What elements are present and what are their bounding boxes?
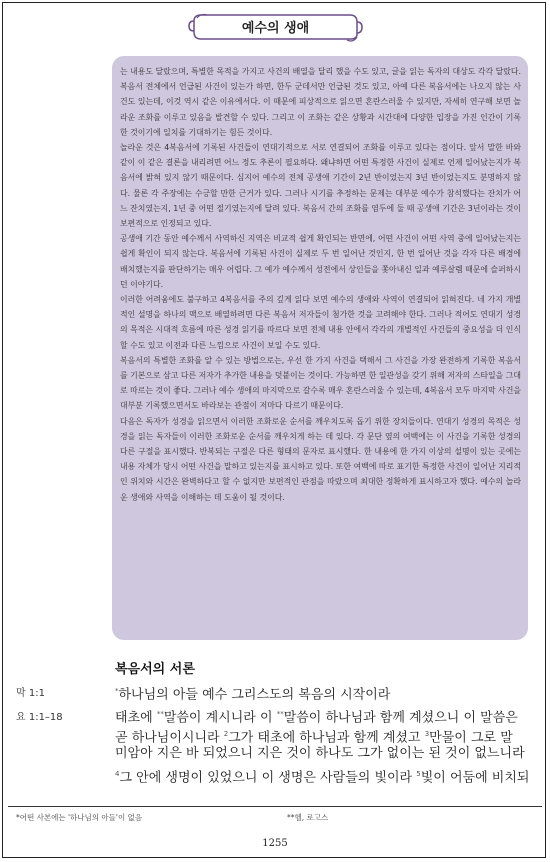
section-banner xyxy=(187,9,364,43)
verse-text: 그가 태초에 하나님과 함께 계셨고 xyxy=(228,730,425,746)
verse-text: 태초에 xyxy=(115,710,157,726)
verse-number: 3 xyxy=(424,730,430,738)
verse-number: 4 xyxy=(115,770,120,778)
footnote-left: *어떤 사본에는 '하나님의 아들'이 없음 xyxy=(16,813,143,822)
verse-text: 말씀이 하나님과 함께 계셨으니 이 말씀은 xyxy=(283,710,518,726)
verse-text: 곧 하나님이시니라 xyxy=(115,730,224,746)
footnote-marker: ** xyxy=(156,710,164,718)
essay-paragraph: 공생애 기간 동안 예수께서 사역하신 지역은 비교적 쉽게 확인되는 반면에, 어떤 사건이 어떤 사역 중에 일어났는지는 쉽게 확인이 되지 않는다. 복음서에 기록된 사건이 실제로 두 번 일어난 것인지, 한 번 일어난 것을 각자 다른 배경에 배치했는지를 판단하기는 매우 어렵다. 그 예가 예수께서 성전에서 상인들을 쫓아내신 일과 예루살렘 때문에 슬퍼하시던 이야기다. xyxy=(120,234,521,289)
essay-paragraph: 다음은 독자가 성경을 읽으면서 이러한 조화로운 순서를 깨우치도록 돕기 위한 장치들이다. 연대기 성경의 목적은 성경을 읽는 독자들이 이러한 조화로운 순서를 깨우치게 하는 데 있다. 각 문단 옆의 여백에는 이 사건을 기록한 성경의 다른 구절을 표시했다. 반복되는 구절은 다른 형태의 문자로 표시했다. 한 내용에 한 가지 이상의 설명이 있는 곳에는 내용 자체가 당시 어떤 사건을 말하고 있는지를 표시하고 있다. 또한 여백에 따로 표기한 특정한 사건이 일어난 지리적인 위치와 시간은 완벽하다고 할 수 없지만 보편적인 관점을 따랐으며 최대한 정확하게 표시하고자 했다. 예수의 놀라운 생애와 사역을 이해하는 데 도움이 될 것이다. xyxy=(120,416,521,502)
verse-text: 하나님의 아들 예수 그리스도의 복음의 시작이라 xyxy=(118,687,391,703)
verse-line xyxy=(115,764,529,788)
verse-number: 5 xyxy=(416,770,421,778)
essay-paragraph: 복음서의 특별한 조화를 알 수 있는 방법으로는, 우선 한 가지 사건을 택해서 그 사건을 가장 완전하게 기록한 복음서를 기본으로 삼고 다른 저자가 추가한 내용을 덧붙이는 것이다. 가능하면 한 일관성을 갖기 위해 저자의 스타일을 그대로 따르는 것이 좋다. 그러나 예수 생애의 마지막으로 갈수록 매우 혼란스러울 수 있는데, 4복음서 모두 마지막 사건을 대부분 기록했으면서도 바라보는 관점이 저마다 다르기 때문이다. xyxy=(120,355,521,411)
footnote-marker: ** xyxy=(276,710,284,718)
essay-box xyxy=(112,56,528,640)
verse-text: 미암아 지은 바 되었으니 지은 것이 하나도 그가 없이는 된 것이 없느니라 xyxy=(115,746,525,761)
footnote-marker: * xyxy=(115,687,119,695)
essay-paragraph: 놀라운 것은 4복음서에 기록된 사건들이 연대기적으로 서로 연결되어 조화를 이루고 있다는 점이다. 앞서 말한 바와 같이 이 같은 결론을 내리려면 어느 정도 추론이 필요하다. 왜냐하면 어떤 특정한 사건이 실제로 언제 일어났는지가 복음서에 밝혀 있지 않기 때문이다. 심지어 예수의 전체 공생애 기간이 2년 반이었는지 3년 반이었는지도 분명하지 않다. 물론 각 주장에는 수긍할 만한 근거가 있다. 그러나 시기를 추정하는 문제는 대부분 예수가 참석했다는 잔치가 어느 잔치였는지, 1년 중 어떤 절기였는지에 달려 있다. 복음서 간의 조화를 염두에 둘 때 공생애 기간은 3년이라는 것이 보편적으로 인정되고 있다. xyxy=(120,143,521,229)
verse-number: 2 xyxy=(223,730,229,738)
essay-paragraph: 는 내용도 달랐으며, 특별한 목적을 가지고 사건의 배열을 달리 했을 수도 있고, 글을 읽는 독자의 대상도 각각 달랐다. 복음서 전체에서 언급된 사건이 있는가 하면, 한두 군데서만 언급된 것도 있고, 아예 다른 복음서에는 나오지 않는 사건도 있는데, 이것 역시 같은 이유에서다. 이 때문에 피상적으로 읽으면 혼란스러울 수 있지만, 자세히 연구해 보면 놀라운 조화를 이루고 있음을 발견할 수 있다. 그리고 이 조화는 같은 상황과 시간대에 다양한 입장을 가진 인간이 기록한 것이기에 일치를 기대하기는 힘든 것이다. xyxy=(120,67,521,137)
margin-reference-john: 요 1:1–18 xyxy=(16,712,63,723)
verse-text: 그 안에 생명이 있었으니 이 생명은 사람들의 빛이라 xyxy=(119,770,417,786)
footnote-divider xyxy=(8,806,542,807)
page-title: 예수의 생애 xyxy=(241,21,310,36)
verse-text: 빛이 어둠에 비치되 xyxy=(420,770,530,786)
verse-line xyxy=(115,681,390,705)
margin-reference-mark: 막 1:1 xyxy=(16,688,45,699)
verse-text: 만물이 그로 말 xyxy=(429,730,513,746)
verse-text: 말씀이 계시니라 이 xyxy=(163,710,277,726)
footnote-right: **헬, 로고스 xyxy=(287,813,329,822)
essay-paragraph: 이러한 어려움에도 불구하고 4복음서를 주의 깊게 읽다 보면 예수의 생애와 사역이 연결되어 읽혀진다. 네 가지 개별적인 설명을 하나의 맥으로 배열하려면 다른 복음서 저자들이 첨가한 것을 고려해야 한다. 그러나 적어도 연대기 성경의 목적은 시대적 흐름에 따른 성경 읽기를 따르다 보면 전체 내용 안에서 각각의 개별적인 사건들의 중요성을 더 인식할 수도 있고 이전과 다른 느낌으로 사건이 보일 수도 있다. xyxy=(120,295,521,350)
section-heading: 복음서의 서론 xyxy=(115,662,195,677)
verse-line xyxy=(115,744,525,764)
page-number: 1255 xyxy=(262,838,288,849)
